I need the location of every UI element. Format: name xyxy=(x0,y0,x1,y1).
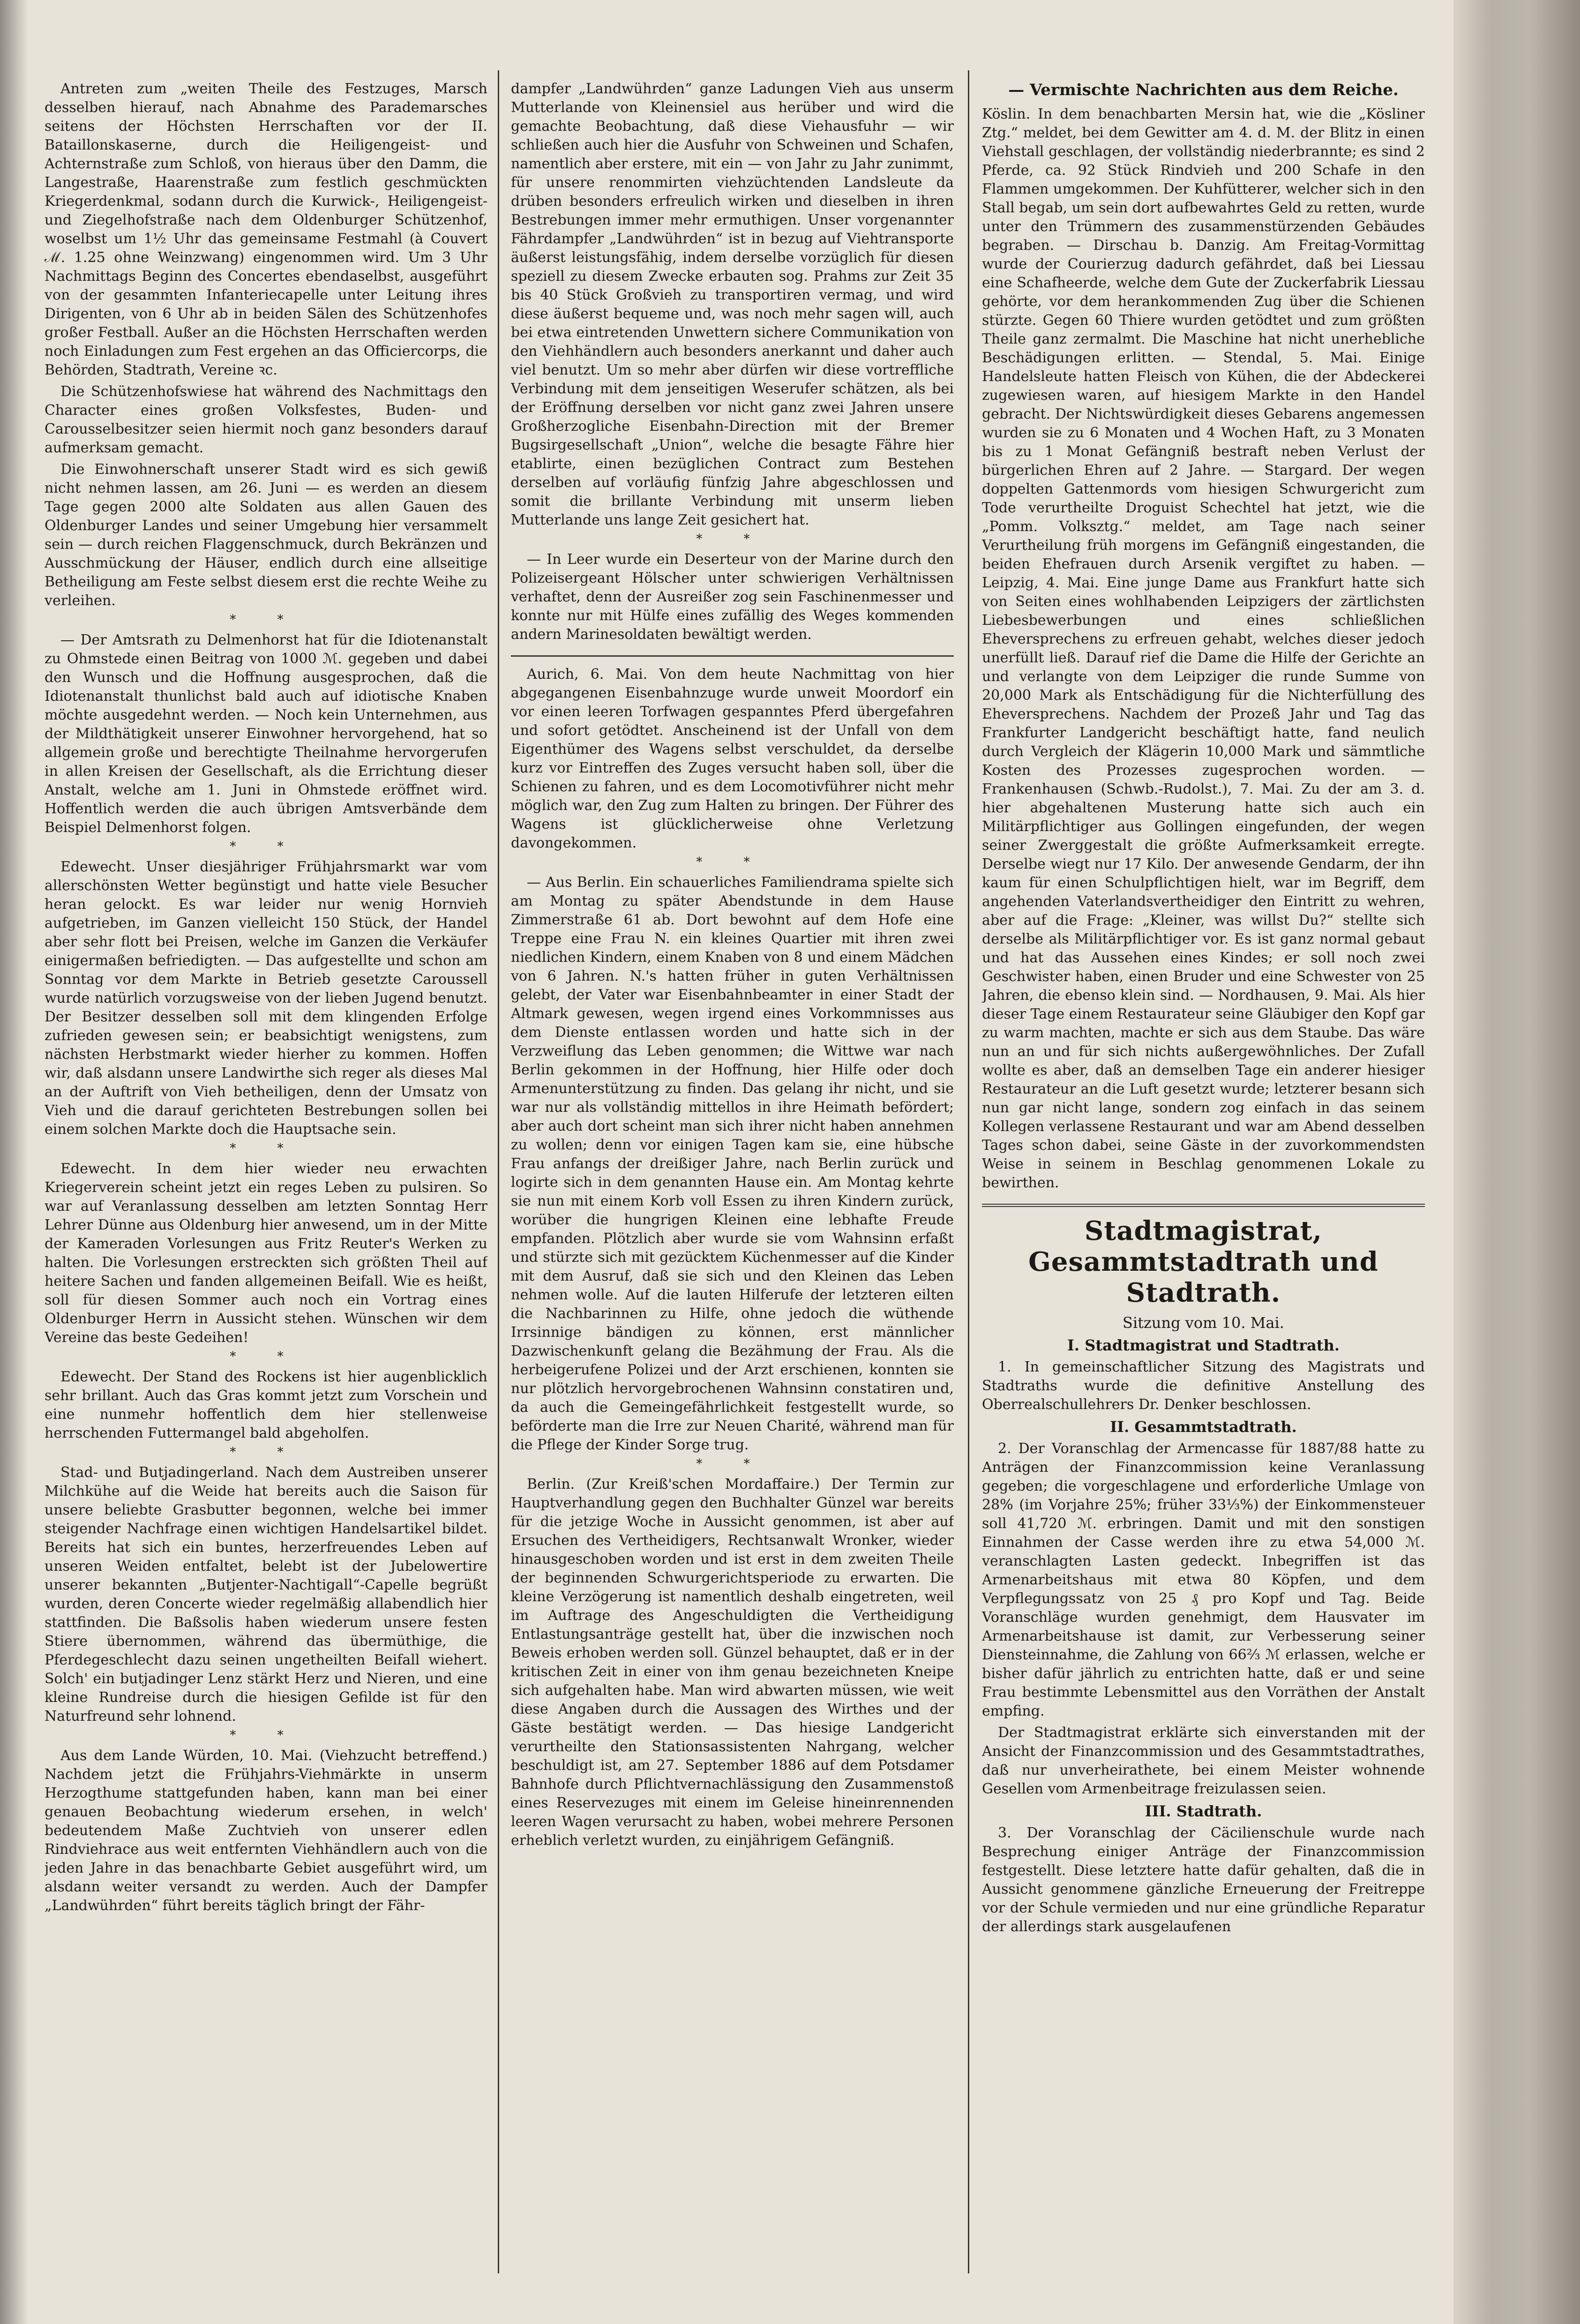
article-paragraph: Antreten zum „weiten Theile des Festzuges, Marsch desselben hierauf, nach Abnahme des Parademarsches seitens der Höchsten Herrschaften vor der II. Bataillonskaserne, durch die Heiligengeist- und Achternstraße zum Schloß, von hieraus über den Damm, die Langestraße, Haarenstraße zum festlich geschmückten Kriegerdenkmal, sodann durch die Kurwick-, Heiligengeist- und Ziegelhofstraße nach dem Oldenburger Schützenhof, woselbst um 1½ Uhr das gemeinsame Festmahl (à Couvert ℳ. 1.25 ohne Weinzwang) eingenommen wird. Um 3 Uhr Nachmittags Beginn des Concertes ebendaselbst, ausgeführt von der gesammten Infanteriecapelle unter Leitung ihres Dirigenten, von 6 Uhr ab in beiden Sälen des Schützenhofes großer Festball. Außer an die Höchsten Herrschaften werden noch Einladungen zum Fest ergehen an das Officiercorps, die Behörden, Stadtrath, Vereine ꝛc. xyxy=(45,81,487,378)
article-paragraph: Die Einwohnerschaft unserer Stadt wird es sich gewiß nicht nehmen lassen, am 26. Juni — es werden an diesem Tage gegen 2000 alte Soldaten aus allen Gauen des Oldenburger Landes und seiner Umgebung hier versammelt sein — durch reichen Flaggenschmuck, durch Bekränzen und Ausschmückung der Häuser, endlich durch eine allseitige Betheiligung am Feste selbst diesem erst die rechte Weihe zu verleihen. xyxy=(45,461,487,609)
column-rule-1 xyxy=(498,70,499,2273)
column-middle xyxy=(511,80,954,2283)
section-separator-stars: * * xyxy=(230,613,302,627)
horizontal-rule xyxy=(511,655,954,657)
article-paragraph: Die Schützenhofswiese hat während des Nachmittags den Character eines großen Volksfestes, Buden- und Carousselbesitzer seien hiermit noch ganz besonders darauf aufmerksam gemacht. xyxy=(45,383,487,456)
section-separator-stars: * * xyxy=(696,532,769,546)
column-rule-2 xyxy=(968,70,969,2273)
article-paragraph: 2. Der Voranschlag der Armencasse für 1887/88 hatte zu Anträgen der Finanzcommission keine Veranlassung gegeben; die vorgeschlagene und erforderliche Umlage von 28% (im Vorjahre 25%; früher 33⅓%) der Einkommensteuer soll 41,720 ℳ. erbringen. Damit und mit den sonstigen Einnahmen der Casse werden ihre zu etwa 54,000 ℳ. veranschlagten Lasten gedeckt. Inbegriffen ist das Armenarbeitshaus mit etwa 80 Köpfen, und dem Verpflegungssatz von 25 ₰ pro Kopf und Tag. Beide Voranschläge wurden genehmigt, dem Hausvater im Armenarbeitshause ist damit, zur Verbesserung seiner Diensteinnahme, die Zahlung von 66⅔ ℳ erlassen, welche er bisher dafür jährlich zu entrichten hatte, daß er und seine Frau bestimmte Lebensmittel aus den Vorräthen der Anstalt empfing. xyxy=(982,1440,1425,1719)
subsection-heading: III. Stadtrath. xyxy=(1145,1802,1262,1820)
column-right xyxy=(982,80,1425,2283)
section-separator-stars: * * xyxy=(696,1457,769,1471)
binding-shadow-left xyxy=(0,0,28,2324)
page-edge-right xyxy=(1453,0,1580,2324)
article-paragraph: Der Stadtmagistrat erklärte sich einverstanden mit der Ansicht der Finanzcommission und des Gesammtstadtrathes, daß nur unverheirathete, bei einem Meister wohnende Gesellen vom Armenbeitrage freizulassen seien. xyxy=(982,1724,1425,1797)
section-separator-stars: * * xyxy=(230,840,302,854)
double-horizontal-rule xyxy=(982,1204,1425,1207)
section-separator-stars: * * xyxy=(230,1141,302,1155)
section-separator-stars: * * xyxy=(696,855,769,869)
article-paragraph: Stad- und Butjadingerland. Nach dem Austreiben unserer Milchkühe auf die Weide hat bereits auch die Saison für unsere beliebte Grasbutter begonnen, welche bei immer steigender Nachfrage einen wichtigen Handelsartikel bildet. Bereits hat sich ein buntes, herzerfreuendes Leben auf unseren Weiden entfaltet, belebt ist der Jubelowertire unserer bekannten „Butjenter-Nachtigall“-Capelle begrüßt wurden, deren Concerte wieder regelmäßig allabendlich hier stattfinden. Die Baßsolis haben wiederum unsere festen Stiere übernommen, während das übermüthige, die Pferdegeschlecht dazu seinen ungetheilten Beifall wiehert. Solch' ein butjadinger Lenz stärkt Herz und Nieren, und eine kleine Rundreise durch die hiesigen Gefilde ist für den Naturfreund sehr lohnend. xyxy=(45,1464,487,1724)
article-paragraph: Edewecht. Der Stand des Rockens ist hier augenblicklich sehr brillant. Auch das Gras kommt jetzt zum Vorschein und eine nunmehr hoffentlich dem hier stellenweise herrschenden Futtermangel bald abgeholfen. xyxy=(45,1369,487,1441)
article-paragraph: Aurich, 6. Mai. Von dem heute Nachmittag von hier abgegangenen Eisenbahnzuge wurde unweit Moordorf ein vor einen leeren Torfwagen gespanntes Pferd übergefahren und sofort getödtet. Anscheinend ist der Unfall von dem Eigenthümer des Wagens selbst verschuldet, da derselbe kurz vor Eintreffen des Zuges versucht haben soll, über die Schienen zu fahren, und es dem Locomotivführer nicht mehr möglich war, den Zug zum Halten zu bringen. Der Führer des Wagens ist glücklicherweise ohne Verletzung davongekommen. xyxy=(511,666,954,851)
article-paragraph: dampfer „Landwührden“ ganze Ladungen Vieh aus unserm Mutterlande von Kleinensiel aus herüber und wird die gemachte Beobachtung, daß diese Viehausfuhr — wir schließen auch hier die Ausfuhr von Schweinen und Schafen, namentlich aber erstere, mit ein — von Jahr zu Jahr zunimmt, für unsere renommirten viehzüchtenden Landsleute da drüben besonders erfreulich wirken und dieselben in ihren Bestrebungen immer mehr ermuthigen. Unser vorgenannter Fährdampfer „Landwührden“ ist in bezug auf Viehtransporte äußerst leistungsfähig, indem derselbe vorzüglich für diesen speziell zu diesem Zwecke erbauten sog. Prahms zur Zeit 35 bis 40 Stück Großvieh zu transportiren vermag, und wird diese äußerst bequeme und, was noch mehr sagen will, auch bei etwa eintretenden Unwettern sichere Communikation von den Viehhändlern auch besonders anerkannt und daher auch viel benutzt. Um so mehr aber dürfen wir diese vortreffliche Verbindung mit dem jenseitigen Weserufer schätzen, als bei der Eröffnung derselben vor nicht ganz zwei Jahren unsere Großherzogliche Eisenbahn-Direction mit der Bremer Bugsirgesellschaft „Union“, welche die besagte Fähre hier etablirte, einen bezüglichen Contract zum Bestehen derselben auf vorläufig fünfzig Jahre abgeschlossen und somit die brillante Verbindung mit unserm lieben Mutterlande uns lange Zeit gesichert hat. xyxy=(511,81,954,528)
section-title: Stadtmagistrat, Gesammtstadtrath und Stadtrath. xyxy=(1028,1215,1378,1308)
article-paragraph: 3. Der Voranschlag der Cäcilienschule wurde nach Besprechung einiger Anträge der Finanzcommission festgestellt. Diese letztere hatte dafür gehalten, daß die in Aussicht genommene gänzliche Erneuerung der Freitreppe vor der Schule vermieden und nur eine gründliche Reparatur der allerdings stark ausgelaufenen xyxy=(982,1825,1425,1935)
subsection-heading: II. Gesammtstadtrath. xyxy=(1110,1418,1297,1436)
article-paragraph: — Der Amtsrath zu Delmenhorst hat für die Idiotenanstalt zu Ohmstede einen Beitrag von 1000 ℳ. gegeben und dabei den Wunsch und die Hoffnung ausgesprochen, daß die Idiotenanstalt thunlichst bald auch auf idiotische Knaben möchte ausgedehnt werden. — Noch kein Unternehmen, aus der Mildthätigkeit unserer Einwohner hervorgehend, hat so allgemein große und berechtigte Theilnahme hervorgerufen in allen Kreisen der Gesellschaft, als die Errichtung dieser Anstalt, welche am 1. Juni in Ohmstede eröffnet wird. Hoffentlich werden die auch übrigen Amtsverbände dem Beispiel Delmenhorst folgen. xyxy=(45,632,487,836)
article-paragraph: Köslin. In dem benachbarten Mersin hat, wie die „Kösliner Ztg.“ meldet, bei dem Gewitter am 4. d. M. der Blitz in einen Viehstall geschlagen, der vollständig niederbrannte; es sind 2 Pferde, ca. 92 Stück Rindvieh und 200 Schafe in den Flammen umgekommen. Der Kuhfütterer, welcher sich in den Stall begab, um sein dort aufbewahrtes Geld zu retten, wurde unter den Trümmern des zusammenstürzenden Gebäudes begraben. — Dirschau b. Danzig. Am Freitag-Vormittag wurde der Courierzug dadurch gefährdet, daß bei Liessau eine Schafheerde, welche dem Gute der Zuckerfabrik Liessau gehörte, vor dem herankommenden Zug über die Schienen stürzte. Gegen 60 Thiere wurden getödtet und zum größten Theile ganz zermalmt. Die Maschine hat nicht unerhebliche Beschädigungen erlitten. — Stendal, 5. Mai. Einige Handelsleute hatten Fleisch von Kühen, die der Abdeckerei zugewiesen waren, auf hiesigem Markte in den Handel gebracht. Der Nichtswürdigkeit dieses Gebarens angemessen wurden sie zu 6 Monaten und 4 Wochen Haft, zu 3 Monaten bis zu 1 Monat Gefängniß bestraft neben Verlust der bürgerlichen Ehren auf 2 Jahre. — Stargard. Der wegen doppelten Gattenmords vom hiesigen Schwurgericht zum Tode verurtheilte Droguist Schechtel hat jetzt, wie die „Pomm. Volksztg.“ meldet, am Tage nach seiner Verurtheilung früh morgens im Gefängniß eingestanden, die beiden Ehefrauen durch Arsenik vergiftet zu haben. — Leipzig, 4. Mai. Eine junge Dame aus Frankfurt hatte sich von Seiten eines wohlhabenden Leipzigers der zärtlichsten Liebesbewerbungen und eines schließlichen Eheversprechens zu erfreuen gehabt, welches dieser jedoch unerfüllt ließ. Darauf rief die Dame die Hilfe der Gerichte an und verlangte von dem Leipziger die runde Summe von 20,000 Mark als Entschädigung für die Nichterfüllung des Eheversprechens. Nachdem der Prozeß Jahr und Tag das Frankfurter Landgericht beschäftigt hatte, fand neulich durch Vergleich der Klägerin 10,000 Mark und sämmtliche Kosten des Prozesses zugesprochen worden. — Frankenhausen (Schwb.-Rudolst.), 7. Mai. Zu der am 3. d. hier abgehaltenen Musterung hatte sich auch ein Militärpflichtiger aus Gollingen eingefunden, der wegen seiner Zwerggestalt die größte Aufmerksamkeit erregte. Derselbe wiegt nur 17 Kilo. Der anwesende Gendarm, der ihn kaum für einen Schulpflichtigen hielt, war im Begriff, dem angehenden Vaterlandsvertheidiger den Eintritt zu wehren, aber auf die Frage: „Kleiner, was willst Du?“ stellte sich derselbe als Militärpflichtiger vor. Es ist ganz normal gebaut und hat das Aussehen eines Kindes; er soll noch zwei Geschwister haben, einen Bruder und eine Schwester von 25 Jahren, die ebenso klein sind. — Nordhausen, 9. Mai. Als hier dieser Tage einem Restaurateur seine Gläubiger den Kopf gar zu warm machten, machte er sich aus dem Staube. Das wäre nun an und für sich nichts außergewöhnliches. Der Zufall wollte es aber, daß an demselben Tage ein anderer hiesiger Restaurateur an die Luft gesetzt wurde; letzterer besann sich nun gar nicht lange, sondern zog einfach in das seinem Kollegen verlassene Restaurant und war am Abend desselben Tages schon dabei, seine Gäste in der zuvorkommendsten Weise in seinem in Beschlag genommenen Lokale zu bewirthen. xyxy=(982,106,1425,1191)
article-paragraph: 1. In gemeinschaftlicher Sitzung des Magistrats und Stadtraths wurde die definitive Anstellung des Oberrealschullehrers Dr. Denker beschlossen. xyxy=(982,1359,1425,1413)
article-paragraph: Edewecht. In dem hier wieder neu erwachten Kriegerverein scheint jetzt ein reges Leben zu pulsiren. So war auf Veranlassung desselben am letzten Sonntag Herr Lehrer Dünne aus Oldenburg hier anwesend, um in der Mitte der Kameraden Vorlesungen aus Fritz Reuter's Werken zu halten. Die Vorlesungen erstreckten sich größten Theil auf heitere Sachen und fanden allgemeinen Beifall. Wie es heißt, soll für diesen Sommer auch noch ein Vortrag eines Oldenburger Herrn in Aussicht stehen. Wünschen wir dem Vereine das beste Gedeihen! xyxy=(45,1161,487,1346)
article-paragraph: — Aus Berlin. Ein schauerliches Familiendrama spielte sich am Montag zu später Abendstunde in dem Hause Zimmerstraße 61 ab. Dort bewohnt auf dem Hofe eine Treppe eine Frau N. ein kleines Quartier mit ihren zwei niedlichen Kindern, einem Knaben von 8 und einem Mädchen von 6 Jahren. N.'s hatten früher in guten Verhältnissen gelebt, der Vater war Eisenbahnbeamter in einer Stadt der Altmark gewesen, wegen irgend eines Vorkommnisses aus dem Dienste entlassen worden und hatte sich in der Verzweiflung das Leben genommen; die Wittwe war nach Berlin gekommen in der Hoffnung, hier Hilfe oder doch Armenunterstützung zu finden. Das gelang ihr nicht, und sie war nur als vollständig mittellos in ihre Heimath befördert; aber auch dort scheint man sich ihrer nicht haben annehmen zu wollen; denn vor einigen Tagen kam sie, eine hübsche Frau anfangs der dreißiger Jahre, nach Berlin zurück und logirte sich in dem genannten Hause ein. Am Montag kehrte sie nun mit einem Korb voll Essen zu ihren Kindern zurück, worüber die hungrigen Kleinen eine lebhafte Freude empfanden. Plötzlich aber wurde sie vom Wahnsinn erfaßt und stürzte sich mit gezücktem Küchenmesser auf die Kinder mit dem Ausruf, daß sie sich und den Kleinen das Leben nehmen wolle. Auf die lauten Hilferufe der letzteren eilten die Nachbarinnen zu Hilfe, ohne jedoch die wüthende Irrsinnige bändigen zu können, erst männlicher Dazwischenkunft gelang die Bezähmung der Frau. Als die herbeigerufene Polizei und der Arzt erschienen, konnten sie nur plötzlich hervorgebrochenen Wahnsinn constatiren und, da auch die Gemeingefährlichkeit festgestellt wurde, so beförderte man die Irre zur Neuen Charité, während man für die Pflege der Kinder Sorge trug. xyxy=(511,874,954,1453)
section-heading: — Vermischte Nachrichten aus dem Reiche. xyxy=(1008,81,1399,99)
column-left xyxy=(45,80,487,2283)
article-paragraph: Aus dem Lande Würden, 10. Mai. (Viehzucht betreffend.) Nachdem jetzt die Frühjahrs-Viehmärkte in unserm Herzogthume stattgefunden haben, kann man bei einer genauen Beobachtung wiederum ersehen, in welch' bedeutendem Maße Zuchtvieh von unserer edlen Rindviehrace aus weit entfernten Viehhändlern auch von die jeden Jahre in das benachbarte Gebiet ausgeführt wird, um alsdann weiter versandt zu werden. Auch der Dampfer „Landwührden“ führt bereits täglich bringt der Fähr- xyxy=(45,1747,487,1914)
section-separator-stars: * * xyxy=(230,1349,302,1364)
article-paragraph: Berlin. (Zur Kreiß'schen Mordaffaire.) Der Termin zur Hauptverhandlung gegen den Buchhalter Günzel war bereits für die jetzige Woche in Aussicht genommen, ist aber auf Ersuchen des Vertheidigers, Rechtsanwalt Wronker, wieder hinausgeschoben worden und ist erst in dem zweiten Theile der beginnenden Schwurgerichtsperiode zu erwarten. Die kleine Verzögerung ist namentlich deshalb eingetreten, weil im Auftrage des Angeschuldigten die Vertheidigung Entlastungsanträge gestellt hat, über die inzwischen noch Beweis erhoben werden soll. Günzel behauptet, daß er in der kritischen Zeit in einer von ihm genau bezeichneten Kneipe sich aufgehalten habe. Man wird abwarten müssen, wie weit diese Angaben durch die Aussagen des Wirthes und der Gäste bestätigt werden. — Das hiesige Landgericht verurtheilte den Stationsassistenten Nahrgang, welcher beschuldigt ist, am 27. September 1886 auf dem Potsdamer Bahnhofe durch Pflichtvernachlässigung den Zusammenstoß eines Reservezuges mit einem im Geleise hineinrennenden leeren Wagen verursacht zu haben, wobei mehrere Personen erheblich verletzt wurden, zu einjährigem Gefängniß. xyxy=(511,1476,954,1849)
session-date: Sitzung vom 10. Mai. xyxy=(1123,1314,1284,1332)
article-paragraph: Edewecht. Unser diesjähriger Frühjahrsmarkt war vom allerschönsten Wetter begünstigt und hatte viele Besucher heran gelockt. Es war leider nur wenig Hornvieh aufgetrieben, im Ganzen vielleicht 150 Stück, der Handel aber sehr flott bei Preisen, welche im Ganzen die Verkäufer einigermaßen befriedigten. — Das aufgestellte und schon am Sonntag vor dem Markte in Betrieb gesetzte Caroussell wurde natürlich vorzugsweise von der lieben Jugend benutzt. Der Besitzer desselben soll mit dem klingenden Erfolge zufrieden gewesen sein; er beabsichtigt wenigstens, zum nächsten Herbstmarkt wieder hierher zu kommen. Hoffen wir, daß alsdann unsere Landwirthe sich reger als dieses Mal an der Auftrift von Vieh betheiligen, denn der Umsatz von Vieh und die darauf gerichteten Bestrebungen sollen bei einem solchen Markte doch die Hauptsache sein. xyxy=(45,859,487,1138)
section-separator-stars: * * xyxy=(230,1728,302,1742)
section-separator-stars: * * xyxy=(230,1445,302,1459)
subsection-heading: I. Stadtmagistrat und Stadtrath. xyxy=(1067,1336,1340,1354)
article-paragraph: — In Leer wurde ein Deserteur von der Marine durch den Polizeisergeant Hölscher unter schwierigen Verhältnissen verhaftet, denn der Ausreißer zog sein Faschinenmesser und konnte nur mit Hülfe eines zufällig des Weges kommenden andern Marinesoldaten bewältigt werden. xyxy=(511,551,954,643)
